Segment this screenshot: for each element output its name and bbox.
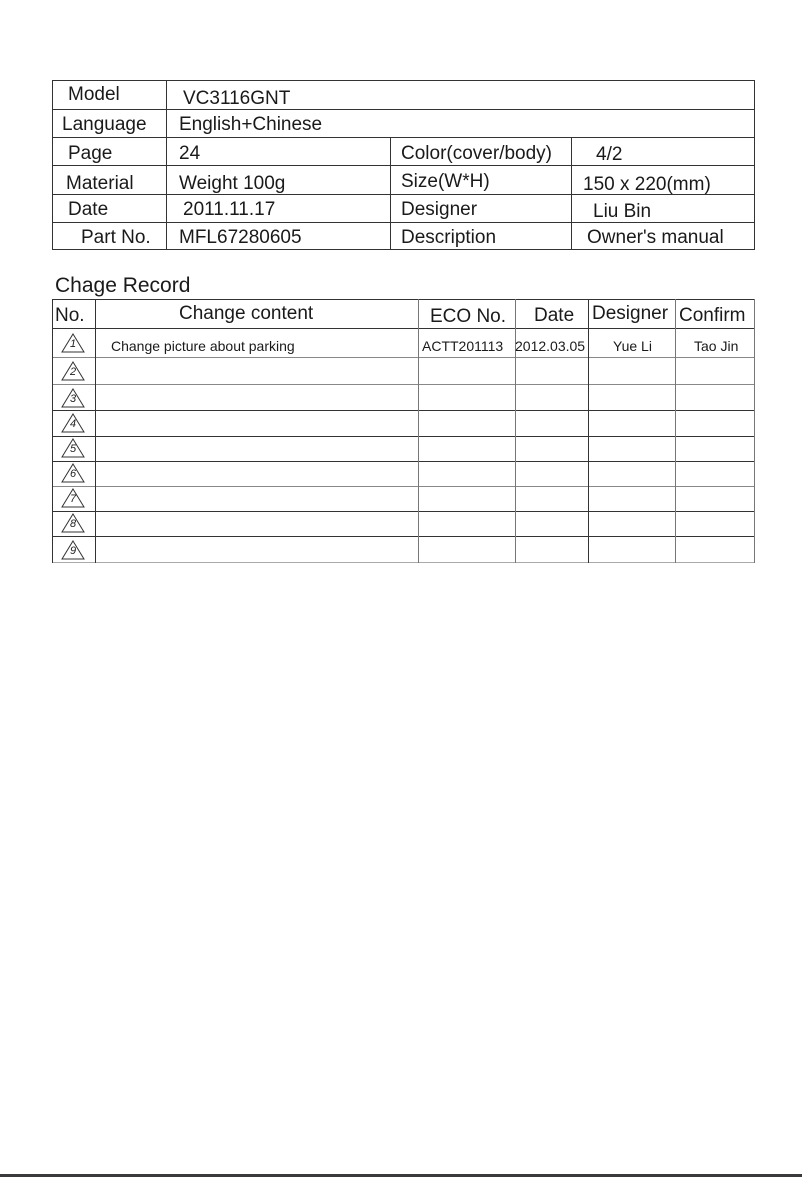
table-border: [675, 299, 676, 563]
table-border: [418, 299, 419, 563]
revision-triangle-icon: 7: [61, 488, 87, 510]
table-border: [52, 222, 755, 223]
row-date: 2012.03.05: [515, 338, 586, 354]
size-label: Size(W*H): [401, 171, 490, 192]
table-border: [52, 249, 755, 250]
table-border: [166, 80, 167, 250]
language-label: Language: [62, 114, 147, 135]
change-record-title: Chage Record: [55, 274, 191, 297]
description-label: Description: [401, 227, 497, 248]
table-border: [390, 137, 391, 250]
table-border: [52, 562, 755, 563]
model-value: VC3116GNT: [183, 88, 291, 109]
row-confirm: Tao Jin: [694, 338, 739, 354]
header-eco-no: ECO No.: [430, 306, 507, 327]
table-border: [52, 436, 755, 437]
model-label: Model: [68, 84, 120, 105]
table-border: [52, 486, 755, 487]
revision-triangle-icon: 8: [61, 513, 87, 535]
description-value: Owner's manual: [587, 227, 724, 248]
revision-triangle-icon: 9: [61, 540, 87, 562]
part-no-value: MFL67280605: [179, 227, 302, 248]
header-change-content: Change content: [179, 303, 314, 324]
revision-triangle-icon: 6: [61, 463, 87, 485]
table-border: [754, 80, 755, 250]
table-border: [52, 536, 755, 537]
table-border: [52, 137, 755, 138]
table-border: [52, 410, 755, 411]
table-border: [52, 328, 755, 329]
table-border: [52, 384, 755, 385]
row-eco-no: ACTT201113: [422, 338, 504, 354]
header-confirm: Confirm: [679, 305, 746, 326]
table-border: [52, 511, 755, 512]
color-label: Color(cover/body): [401, 143, 552, 164]
page-value: 24: [179, 143, 201, 164]
revision-triangle-icon: 1: [61, 333, 87, 355]
part-no-label: Part No.: [81, 227, 151, 248]
size-value: 150 x 220(mm): [583, 174, 711, 195]
revision-triangle-icon: 5: [61, 438, 87, 460]
table-border: [52, 299, 53, 563]
date-value: 2011.11.17: [183, 199, 276, 220]
table-border: [52, 461, 755, 462]
table-border: [588, 299, 589, 563]
revision-triangle-icon: 3: [61, 388, 87, 410]
revision-triangle-icon: 4: [61, 413, 87, 435]
revision-triangle-icon: 2: [61, 361, 87, 383]
header-no: No.: [55, 305, 85, 326]
header-designer: Designer: [592, 303, 669, 324]
table-border: [52, 357, 755, 358]
table-border: [754, 299, 755, 563]
table-border: [95, 299, 96, 563]
page-label: Page: [68, 143, 113, 164]
language-value: English+Chinese: [179, 114, 323, 135]
header-date: Date: [534, 305, 575, 326]
color-value: 4/2: [596, 144, 623, 165]
material-label: Material: [66, 173, 134, 194]
row-content: Change picture about parking: [111, 338, 295, 354]
table-border: [52, 299, 755, 300]
row-designer: Yue Li: [613, 338, 652, 354]
table-border: [52, 80, 53, 250]
material-value: Weight 100g: [179, 173, 286, 194]
table-border: [52, 109, 755, 110]
designer-label: Designer: [401, 199, 478, 220]
table-border: [52, 80, 755, 81]
table-border: [571, 137, 572, 250]
table-border: [52, 165, 755, 166]
date-label: Date: [68, 199, 109, 220]
designer-value: Liu Bin: [593, 201, 652, 222]
